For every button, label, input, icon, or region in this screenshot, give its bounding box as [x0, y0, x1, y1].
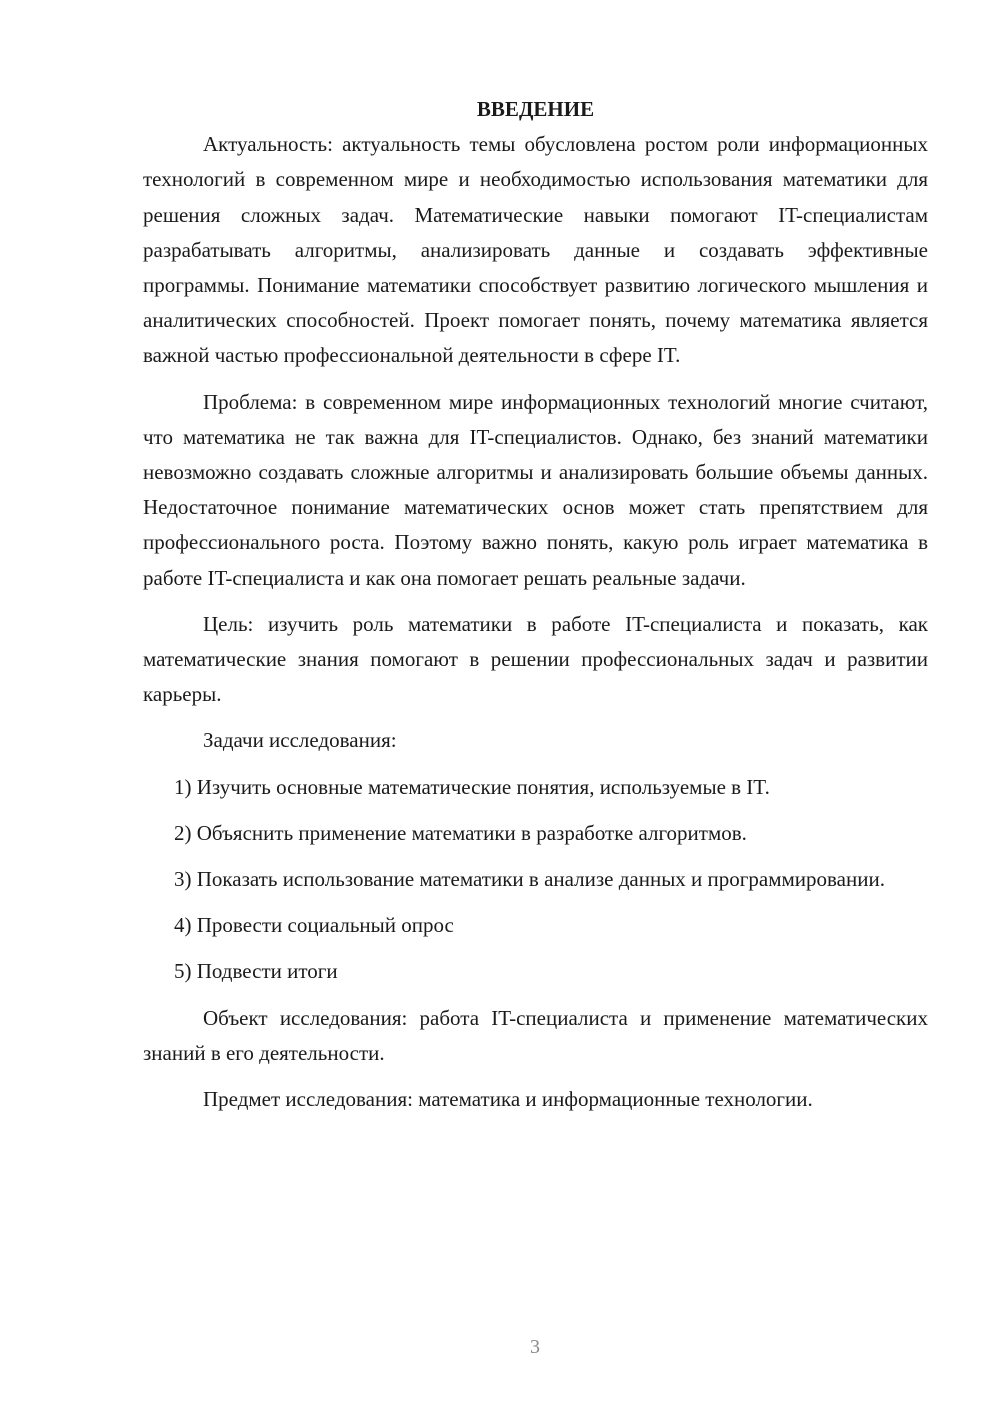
section-title: ВВЕДЕНИЕ [476, 97, 595, 121]
tasks-heading: Задачи исследования: [203, 728, 397, 753]
problem-paragraph: Проблема: в современном мире информационных технологий многие считают, что математика не так важна для IT-специалистов. Однако, без знаний математики невозможно создавать сложные алгоритмы и анализировать большие объемы данных. Недостаточное понимание математических основ может стать препятствием для профессионального роста. Поэтому важно понять, какую роль играет математика в работе IT-специалиста и как она помогает решать реальные задачи. [143, 389, 928, 590]
object-paragraph: Объект исследования: работа IT-специалиста и применение математических знаний в его деятельности. [143, 1005, 928, 1065]
page-number: 3 [530, 1336, 540, 1358]
task-item-2: 2) Объяснить применение математики в разработке алгоритмов. [174, 820, 747, 845]
relevance-paragraph: Актуальность: актуальность темы обусловлена ростом роли информационных технологий в современном мире и необходимостью использования математики для решения сложных задач. Математические навыки помогают IT-специалистам разрабатывать алгоритмы, анализировать данные и создавать эффективные программы. Понимание математики способствует развитию логического мышления и аналитических способностей. Проект помогает понять, почему математика является важной частью профессиональной деятельности в сфере IT. [143, 132, 928, 368]
task-item-3: 3) Показать использование математики в анализе данных и программировании. [174, 867, 885, 892]
goal-paragraph: Цель: изучить роль математики в работе IT-специалиста и показать, как математические знания помогают в решении профессиональных задач и развитии карьеры. [143, 611, 928, 707]
subject-paragraph: Предмет исследования: математика и информационные технологии. [203, 1087, 813, 1112]
task-item-4: 4) Провести социальный опрос [174, 913, 454, 938]
task-item-1: 1) Изучить основные математические понятия, используемые в IT. [174, 774, 770, 799]
task-item-5: 5) Подвести итоги [174, 959, 338, 984]
page-content [143, 92, 928, 1128]
